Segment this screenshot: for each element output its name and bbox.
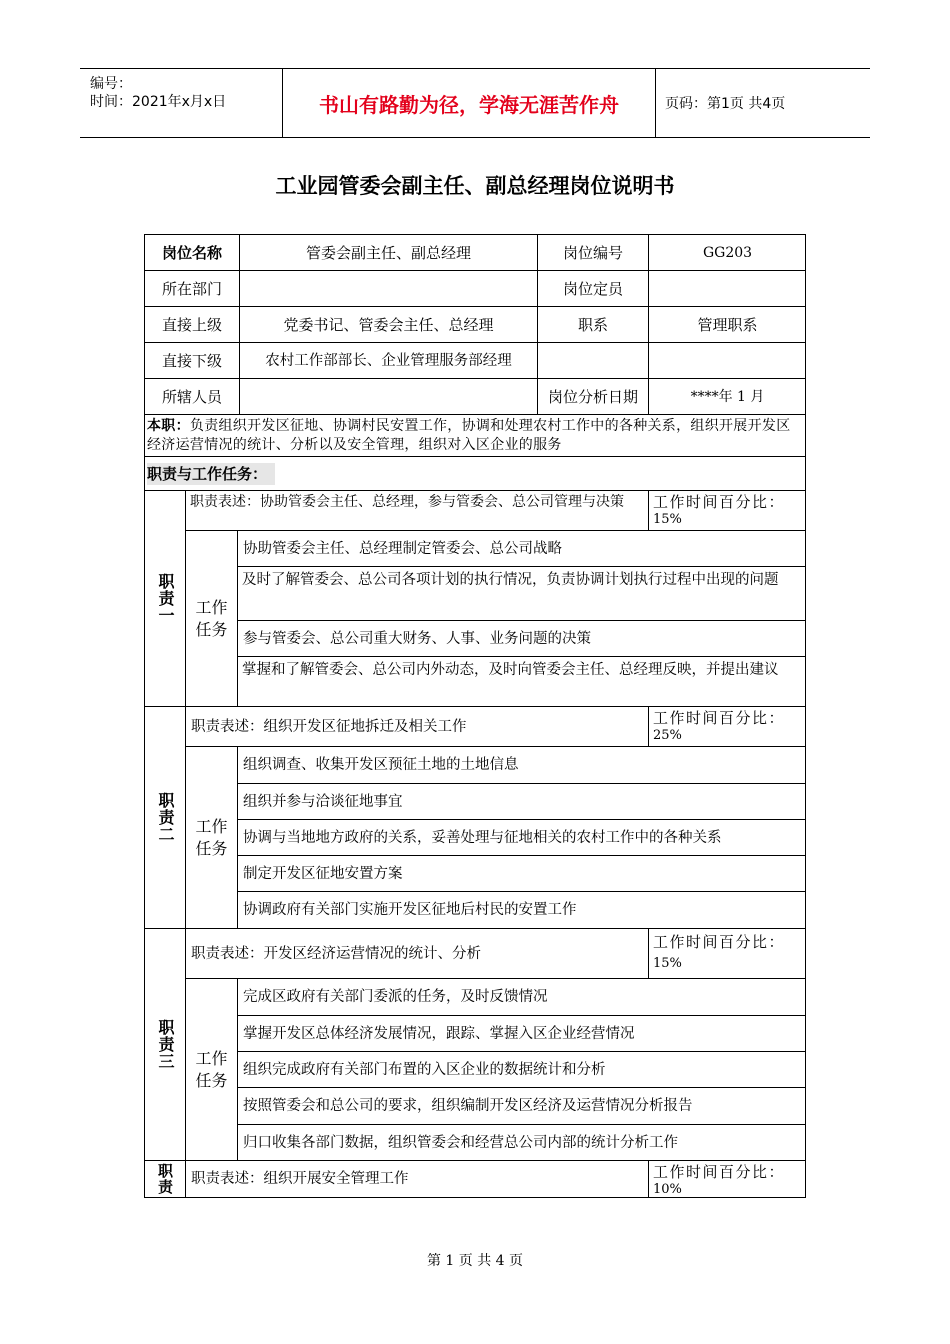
post-name-value: 管委会副主任、副总经理 — [240, 235, 538, 271]
department-value — [240, 271, 538, 307]
duty-3-task-5: 归口收集各部门数据，组织管委会和经营总公司内部的统计分析工作 — [238, 1125, 806, 1161]
duty-4-time-percent: 工作时间百分比： 10% — [653, 1163, 786, 1197]
job-description-table — [144, 234, 806, 1198]
document-date: 时间：2021年x月x日 — [90, 94, 227, 110]
duty-2-task-label: 工作任务 — [186, 747, 238, 929]
superior-label: 直接上级 — [145, 307, 240, 343]
duty-1-task-1: 协助管委会主任、总经理制定管委会、总公司战略 — [238, 531, 806, 567]
duty-summary — [145, 415, 806, 457]
header-page-info: 页码：第1页 共4页 — [665, 96, 786, 112]
document-number-label: 编号： — [90, 76, 132, 92]
duty-2-time-percent: 工作时间百分比： 25% — [649, 707, 806, 747]
subordinate-label: 直接下级 — [145, 343, 240, 379]
duty-3-statement: 职责表述：开发区经济运营情况的统计、分析 — [186, 929, 649, 979]
post-code-value: GG203 — [649, 235, 806, 271]
duty-2-task-4: 制定开发区征地安置方案 — [238, 856, 806, 892]
duty-3-time-percent: 工作时间百分比： 15% — [649, 929, 806, 979]
duty-summary-text: 负责组织开发区征地、协调村民安置工作，协调和处理农村工作中的各种关系，组织开展开发区经济运营情况的统计、分析以及安全管理，组织对入区企业的服务 — [147, 418, 791, 453]
post-name-label: 岗位名称 — [145, 235, 240, 271]
duty-3-label: 职责三 — [145, 929, 186, 1161]
document-title: 工业园管委会副主任、副总经理岗位说明书 — [275, 174, 675, 198]
page-header — [80, 68, 870, 138]
duty-3-task-2: 掌握开发区总体经济发展情况，跟踪、掌握入区企业经营情况 — [238, 1016, 806, 1052]
duty-1-task-3: 参与管委会、总公司重大财务、人事、业务问题的决策 — [238, 621, 806, 657]
quota-value — [649, 271, 806, 307]
duty-summary-label: 本职： — [147, 418, 190, 434]
header-slogan: 书山有路勤为径，学海无涯苦作舟 — [282, 69, 656, 137]
subordinate-value: 农村工作部部长、企业管理服务部经理 — [240, 343, 538, 379]
duty-1-time-percent: 工作时间百分比： 15% — [649, 491, 806, 531]
duty-2-task-3: 协调与当地地方政府的关系，妥善处理与征地相关的农村工作中的各种关系 — [238, 820, 806, 856]
subordinate-empty-cell — [538, 343, 649, 379]
staff-value — [240, 379, 538, 415]
series-value: 管理职系 — [649, 307, 806, 343]
duty-3-task-4: 按照管委会和总公司的要求，组织编制开发区经济及运营情况分析报告 — [238, 1088, 806, 1125]
page-footer: 第 1 页 共 4 页 — [426, 1253, 524, 1269]
quota-label: 岗位定员 — [538, 271, 649, 307]
duty-2-task-2: 组织并参与洽谈征地事宜 — [238, 784, 806, 820]
duty-3-task-label: 工作任务 — [186, 979, 238, 1161]
duty-1-statement: 职责表述：协助管委会主任、总经理，参与管委会、总公司管理与决策 — [186, 491, 649, 531]
analysis-date-label: 岗位分析日期 — [538, 379, 649, 415]
analysis-date-value: ****年 1 月 — [649, 379, 806, 415]
duty-1-task-4: 掌握和了解管委会、总公司内外动态，及时向管委会主任、总经理反映，并提出建议 — [238, 657, 806, 707]
duty-2-task-1: 组织调查、收集开发区预征土地的土地信息 — [238, 747, 806, 784]
department-label: 所在部门 — [145, 271, 240, 307]
duty-3-task-1: 完成区政府有关部门委派的任务，及时反馈情况 — [238, 979, 806, 1016]
duty-4-statement: 职责表述：组织开展安全管理工作 — [186, 1161, 649, 1197]
duty-4-label: 职责 — [145, 1161, 186, 1197]
duty-2-label: 职责二 — [145, 707, 186, 929]
subordinate-empty-value — [649, 343, 806, 379]
duty-3-task-3: 组织完成政府有关部门布置的入区企业的数据统计和分析 — [238, 1052, 806, 1088]
duty-2-task-5: 协调政府有关部门实施开发区征地后村民的安置工作 — [238, 892, 806, 929]
header-meta — [80, 69, 282, 137]
duty-1-label: 职责一 — [145, 491, 186, 707]
series-label: 职系 — [538, 307, 649, 343]
staff-label: 所辖人员 — [145, 379, 240, 415]
post-code-label: 岗位编号 — [538, 235, 649, 271]
responsibilities-heading: 职责与工作任务： — [145, 457, 806, 491]
superior-value: 党委书记、管委会主任、总经理 — [240, 307, 538, 343]
duty-1-task-label: 工作任务 — [186, 531, 238, 707]
duty-2-statement: 职责表述：组织开发区征地拆迁及相关工作 — [186, 707, 649, 747]
duty-1-task-2: 及时了解管委会、总公司各项计划的执行情况，负责协调计划执行过程中出现的问题 — [238, 567, 806, 621]
